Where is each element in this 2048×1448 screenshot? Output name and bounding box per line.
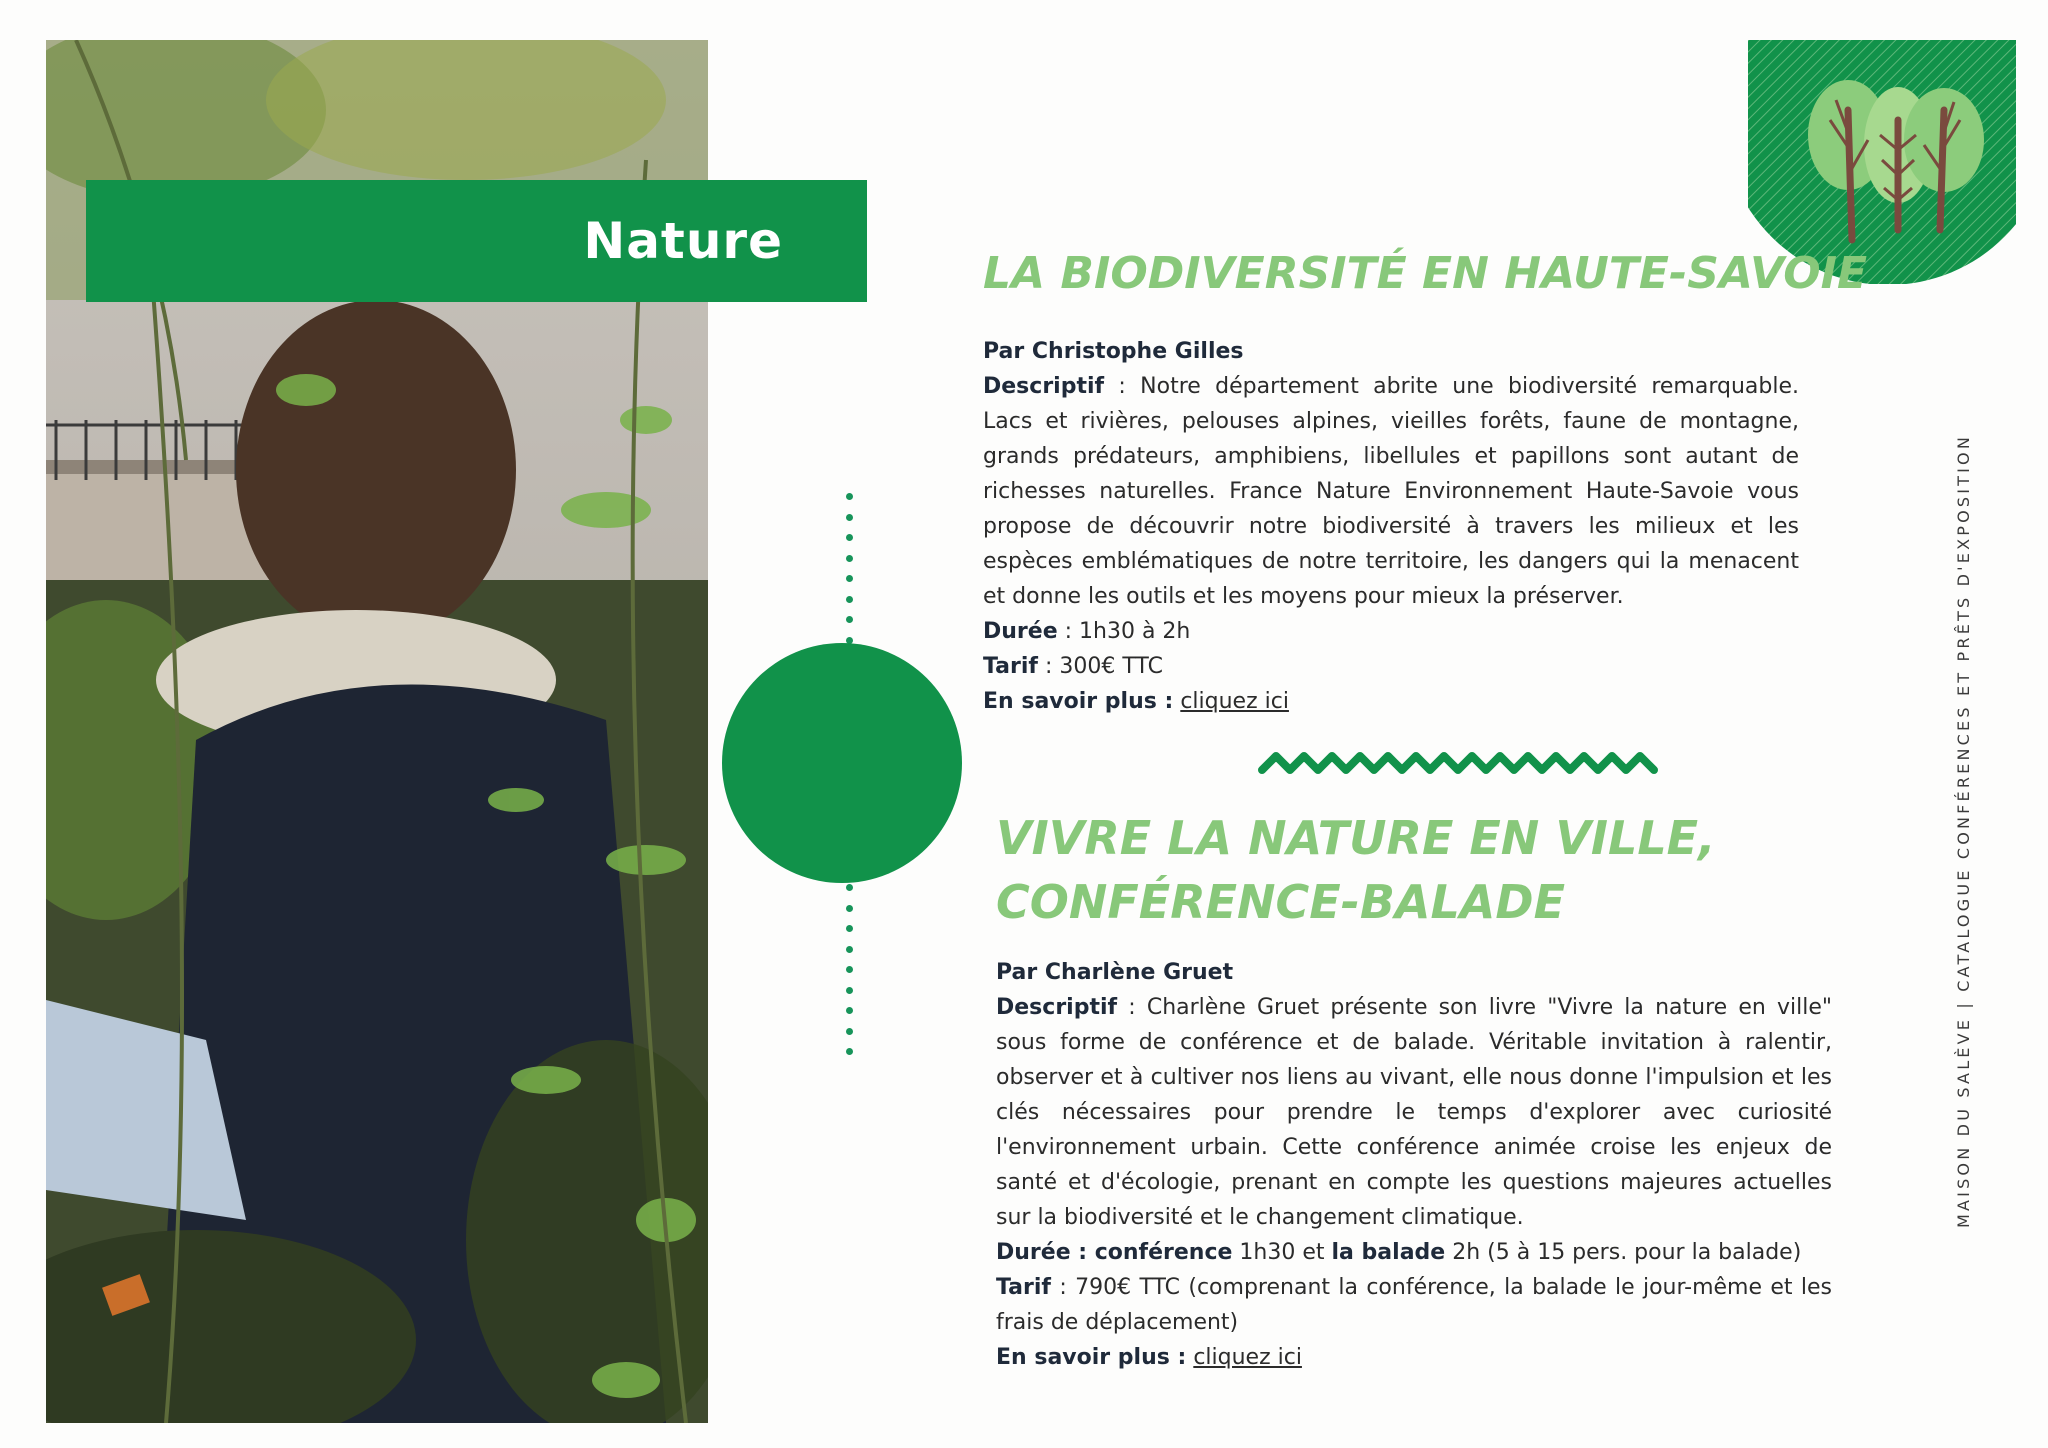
section2-title-line2: CONFÉRENCE-BALADE [996,875,1566,929]
section2-duree-mid: 1h30 et [1232,1240,1332,1265]
dotted-line-top [846,493,854,657]
section2-more-label: En savoir plus : [996,1345,1187,1370]
section1-title: LA BIODIVERSITÉ EN HAUTE-SAVOIE [983,248,1868,299]
decorative-circle [722,643,962,883]
section2-title-line1: VIVRE LA NATURE EN VILLE, [996,811,1716,865]
section2-duree-end: 2h (5 à 15 pers. pour la balade) [1445,1240,1802,1265]
section2-tarif: : 790€ TTC (comprenant la conférence, la balade le jour-même et les frais de déplacement) [996,1275,1832,1335]
section2-descriptif: : Charlène Gruet présente son livre "Vivre la nature en ville" sous forme de conférence et de balade. Véritable invitation à ralentir, observer et à cultiver nos liens au vivant, elle nous donne l'impulsion et les clés nécessaires pour prendre le temps d'explorer avec curiosité l'environnement urbain. Cette conférence animée croise les enjeux de santé et d'écologie, prenant en compte les questions majeures actuelles sur la biodiversité et le changement climatique. [996,995,1832,1230]
section1-body [983,334,1799,719]
section1-tarif: : 300€ TTC [1037,654,1163,679]
section1-descriptif: : Notre département abrite une biodiversité remarquable. Lacs et rivières, pelouses alpines, vieilles forêts, faune de montagne, grands prédateurs, amphibiens, libellules et papillons sont autant de richesses naturelles. France Nature Environnement Haute-Savoie vous propose de découvrir notre biodiversité à travers les milieux et les espèces emblématiques de notre territoire, les dangers qui la menacent et donne les outils et les moyens pour mieux la préserver. [983,374,1799,609]
section2-link[interactable]: cliquez ici [1193,1345,1302,1370]
section1-duree-label: Durée [983,619,1058,644]
banner-title: Nature [583,212,783,270]
side-caption: MAISON DU SALÈVE | CATALOGUE CONFÉRENCES ET PRÊTS D'EXPOSITION [1954,433,1973,1228]
section1-more-label: En savoir plus : [983,689,1174,714]
section1-tarif-label: Tarif [983,654,1038,679]
dotted-line-bottom [846,884,854,1069]
section1-author: Par Christophe Gilles [983,339,1244,364]
section2-title [996,806,1716,934]
section1-descriptif-label: Descriptif [983,374,1105,399]
section2-descriptif-label: Descriptif [996,995,1118,1020]
zigzag-divider [1258,748,1662,776]
section-banner [86,180,867,302]
section2-duree-label: Durée : conférence [996,1240,1233,1265]
section2-body [996,955,1832,1375]
section2-author: Par Charlène Gruet [996,960,1234,985]
section2-tarif-label: Tarif [996,1275,1051,1300]
section1-link[interactable]: cliquez ici [1180,689,1289,714]
section1-duree: : 1h30 à 2h [1057,619,1191,644]
section2-duree-balade-label: la balade [1331,1240,1446,1265]
